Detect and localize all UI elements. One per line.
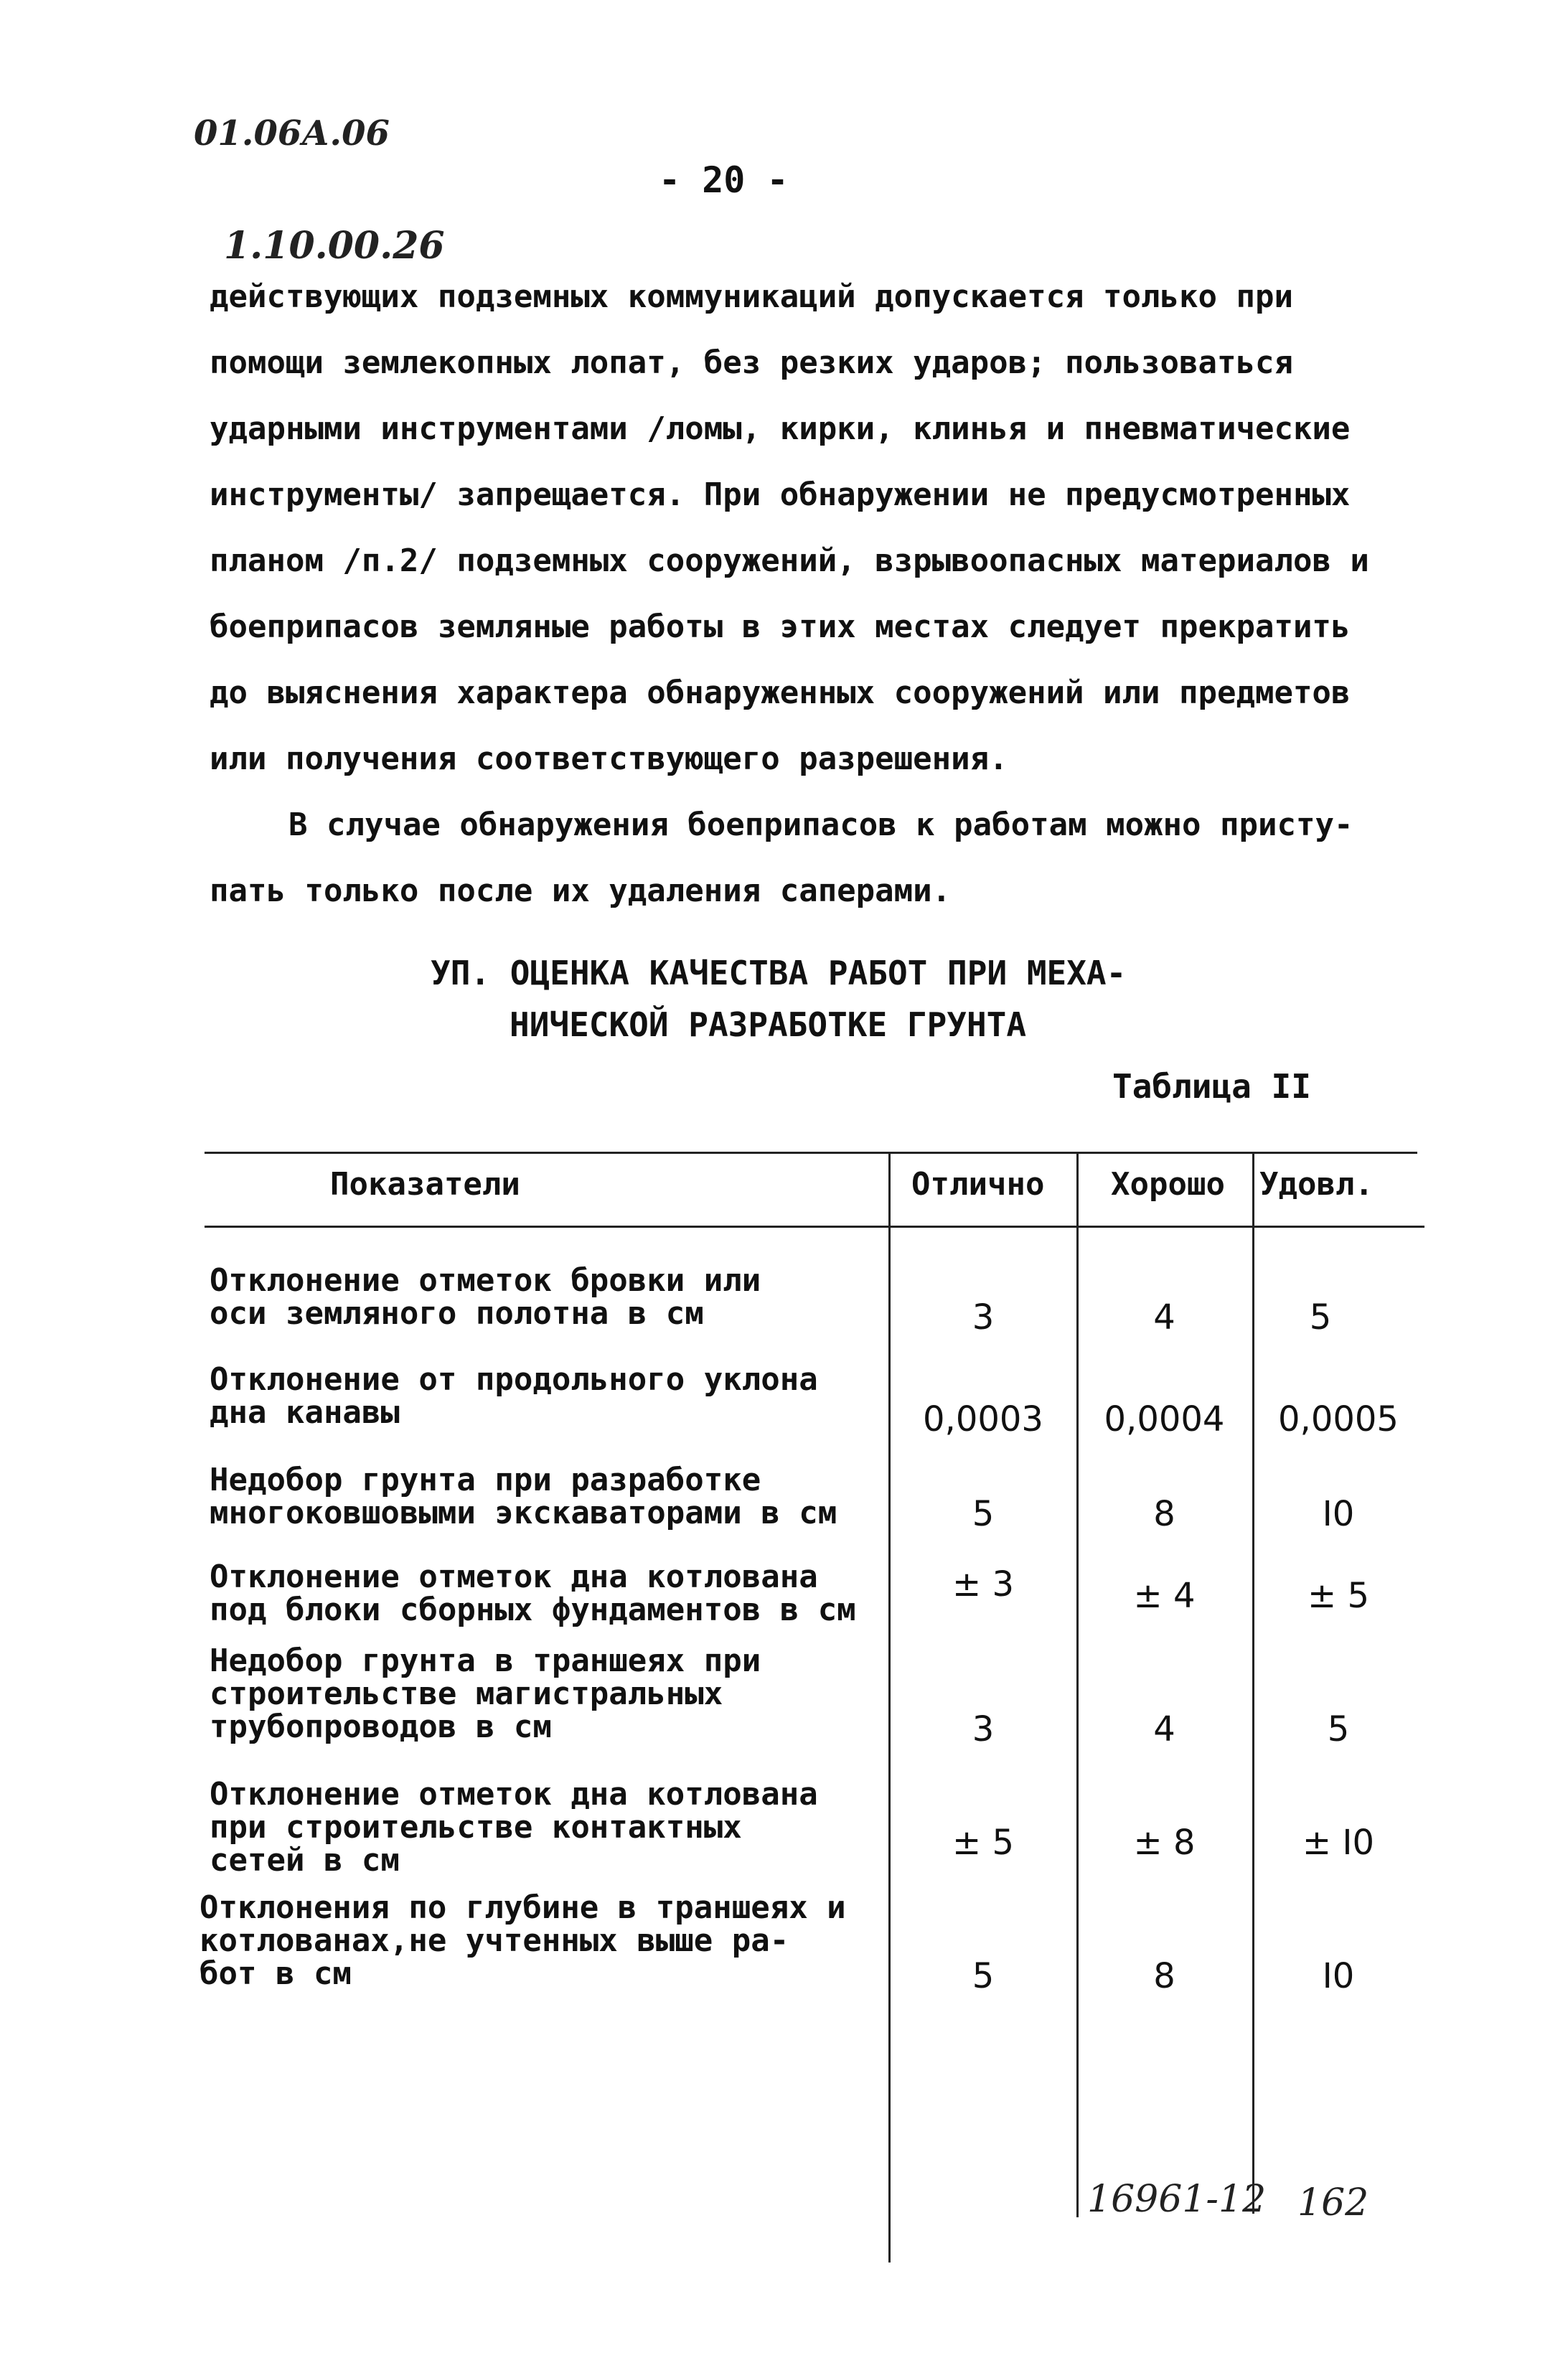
table-top-rule	[205, 1152, 1417, 1154]
paragraph-line: или получения соответствующего разрешения.	[210, 741, 1008, 777]
column-divider	[1252, 1152, 1254, 2214]
page-number: - 20 -	[659, 159, 789, 201]
table-header-rule	[205, 1226, 1424, 1228]
header-excellent: Отлично	[911, 1166, 1045, 1203]
section-title	[431, 947, 1126, 1051]
value-excellent: ± 3	[952, 1564, 1014, 1604]
body-text	[210, 264, 1458, 924]
header-good: Хорошо	[1111, 1166, 1225, 1203]
value-satisfactory: ± 5	[1307, 1576, 1369, 1616]
value-excellent: 3	[972, 1709, 995, 1749]
paragraph-line: пать только после их удаления саперами.	[210, 873, 952, 909]
document-code-top: 01.06А.06	[194, 113, 390, 154]
value-excellent: 3	[972, 1297, 995, 1338]
document-number: 16961-12	[1087, 2178, 1267, 2221]
value-good: 8	[1153, 1494, 1175, 1534]
value-excellent: ± 5	[952, 1823, 1014, 1863]
value-satisfactory: I0	[1322, 1956, 1355, 1996]
sheet-number: 162	[1297, 2181, 1369, 2224]
document-code-secondary: 1.10.00.26	[224, 224, 445, 268]
row-label: Недобор грунта при разработке многоковшовыми экскаваторами в см	[210, 1462, 837, 1531]
column-divider	[1076, 1152, 1079, 2217]
paragraph-line: ударными инструментами /ломы, кирки, клинья и пневматические	[210, 410, 1351, 447]
value-good: ± 8	[1133, 1823, 1196, 1863]
header-satisfactory: Удовл.	[1259, 1166, 1374, 1203]
paragraph-line: помощи землекопных лопат, без резких ударов; пользоваться	[210, 344, 1293, 381]
row-label: Отклонения по глубине в траншеях и котлованах,не учтенных выше ра- бот в см	[199, 1889, 846, 1992]
section-title-line: УП. ОЦЕНКА КАЧЕСТВА РАБОТ ПРИ МЕХА-	[431, 954, 1127, 992]
value-satisfactory: I0	[1322, 1494, 1355, 1534]
value-satisfactory: 0,0005	[1278, 1399, 1399, 1439]
value-excellent: 0,0003	[923, 1399, 1043, 1439]
header-indicators: Показатели	[330, 1166, 520, 1203]
row-label: Отклонение от продольного уклона дна канавы	[210, 1361, 818, 1431]
value-satisfactory: ± I0	[1302, 1823, 1375, 1863]
row-label: Отклонение отметок бровки или оси земляного полотна в см	[210, 1262, 761, 1332]
table-caption: Таблица II	[1112, 1067, 1311, 1106]
row-label: Отклонение отметок дна котлована при строительстве контактных сетей в см	[210, 1776, 818, 1879]
paragraph-line: боеприпасов земляные работы в этих местах следует прекратить	[210, 608, 1351, 645]
column-divider	[888, 1152, 891, 2262]
value-satisfactory: 5	[1309, 1297, 1332, 1338]
paragraph-line: В случае обнаружения боеприпасов к работам можно присту-	[288, 807, 1353, 843]
value-good: 4	[1153, 1297, 1175, 1338]
row-label: Недобор грунта в траншеях при строительстве магистральных трубопроводов в см	[210, 1643, 761, 1745]
value-good: 8	[1153, 1956, 1175, 1996]
paragraph-line: инструменты/ запрещается. При обнаружении не предусмотренных	[210, 476, 1351, 513]
value-good: 4	[1153, 1709, 1175, 1749]
value-excellent: 5	[972, 1494, 995, 1534]
paragraph-line: планом /п.2/ подземных сооружений, взрывоопасных материалов и	[210, 542, 1369, 579]
value-good: ± 4	[1133, 1576, 1196, 1616]
paragraph-line: до выяснения характера обнаруженных сооружений или предметов	[210, 675, 1351, 711]
value-good: 0,0004	[1104, 1399, 1225, 1439]
row-label: Отклонение отметок дна котлована под блоки сборных фундаментов в см	[210, 1559, 856, 1628]
value-excellent: 5	[972, 1956, 995, 1996]
value-satisfactory: 5	[1327, 1709, 1350, 1749]
paragraph-line: действующих подземных коммуникаций допускается только при	[210, 278, 1293, 315]
section-title-line: НИЧЕСКОЙ РАЗРАБОТКЕ ГРУНТА	[510, 1005, 1027, 1044]
